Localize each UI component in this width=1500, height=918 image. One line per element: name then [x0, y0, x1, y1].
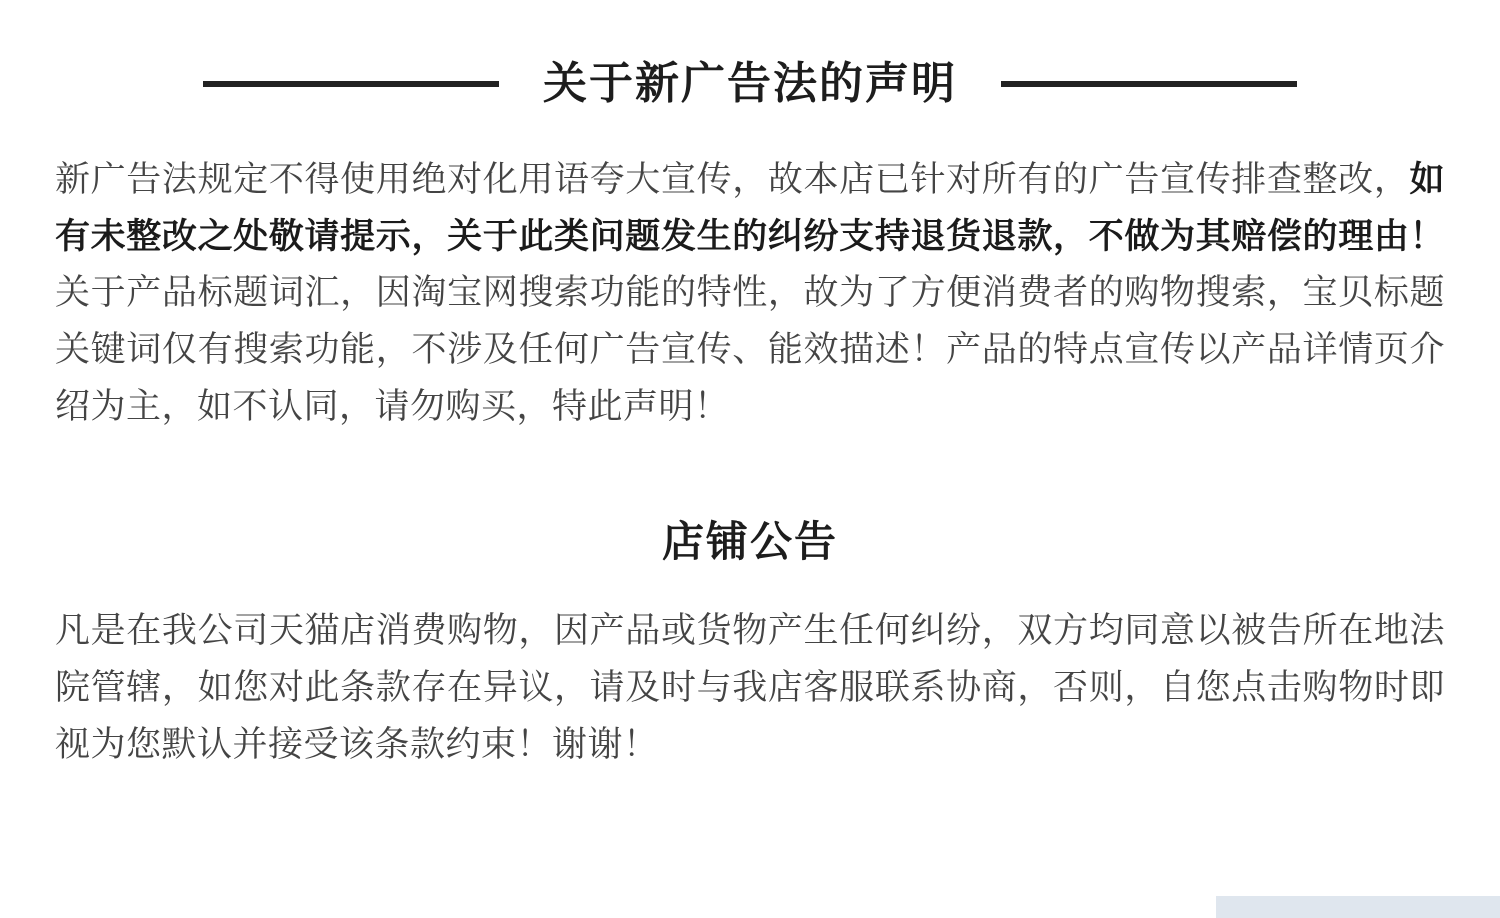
- page-title: 关于新广告法的声明: [543, 59, 957, 108]
- paragraph-ad-law-part-1: 新广告法规定不得使用绝对化用语夸大宣传，故本店已针对所有的广告宣传排查整改，: [55, 160, 1410, 199]
- section-heading-shop-notice: 店铺公告: [661, 518, 838, 566]
- paragraph-shop-notice: 凡是在我公司天猫店消费购物，因产品或货物产生任何纠纷，双方均同意以被告所在地法院管辖，如您对此条款存在异议，请及时与我店客服联系协商，否则，自您点击购物时即视为您默认并接受该条款约束！谢谢！: [55, 611, 1445, 764]
- page-edge-artifact: [1216, 896, 1500, 918]
- heading-rule-left: [203, 81, 499, 87]
- paragraph-ad-law: [55, 152, 1445, 435]
- paragraph-ad-law-part-2-bold: 如有未整改之处敬请提示，关于此类问题发生的纠纷支持退货退款，不做为其赔偿的理由！: [55, 160, 1445, 256]
- paragraph-ad-law-part-3: 关于产品标题词汇，因淘宝网搜索功能的特性，故为了方便消费者的购物搜索，宝贝标题关键词仅有搜索功能，不涉及任何广告宣传、能效描述！产品的特点宣传以产品详情页介绍为主，如不认同，请勿购买，特此声明！: [55, 273, 1445, 426]
- heading-rule-right: [1001, 81, 1297, 87]
- document-page: [0, 59, 1500, 918]
- section-heading-ad-law: [55, 59, 1445, 108]
